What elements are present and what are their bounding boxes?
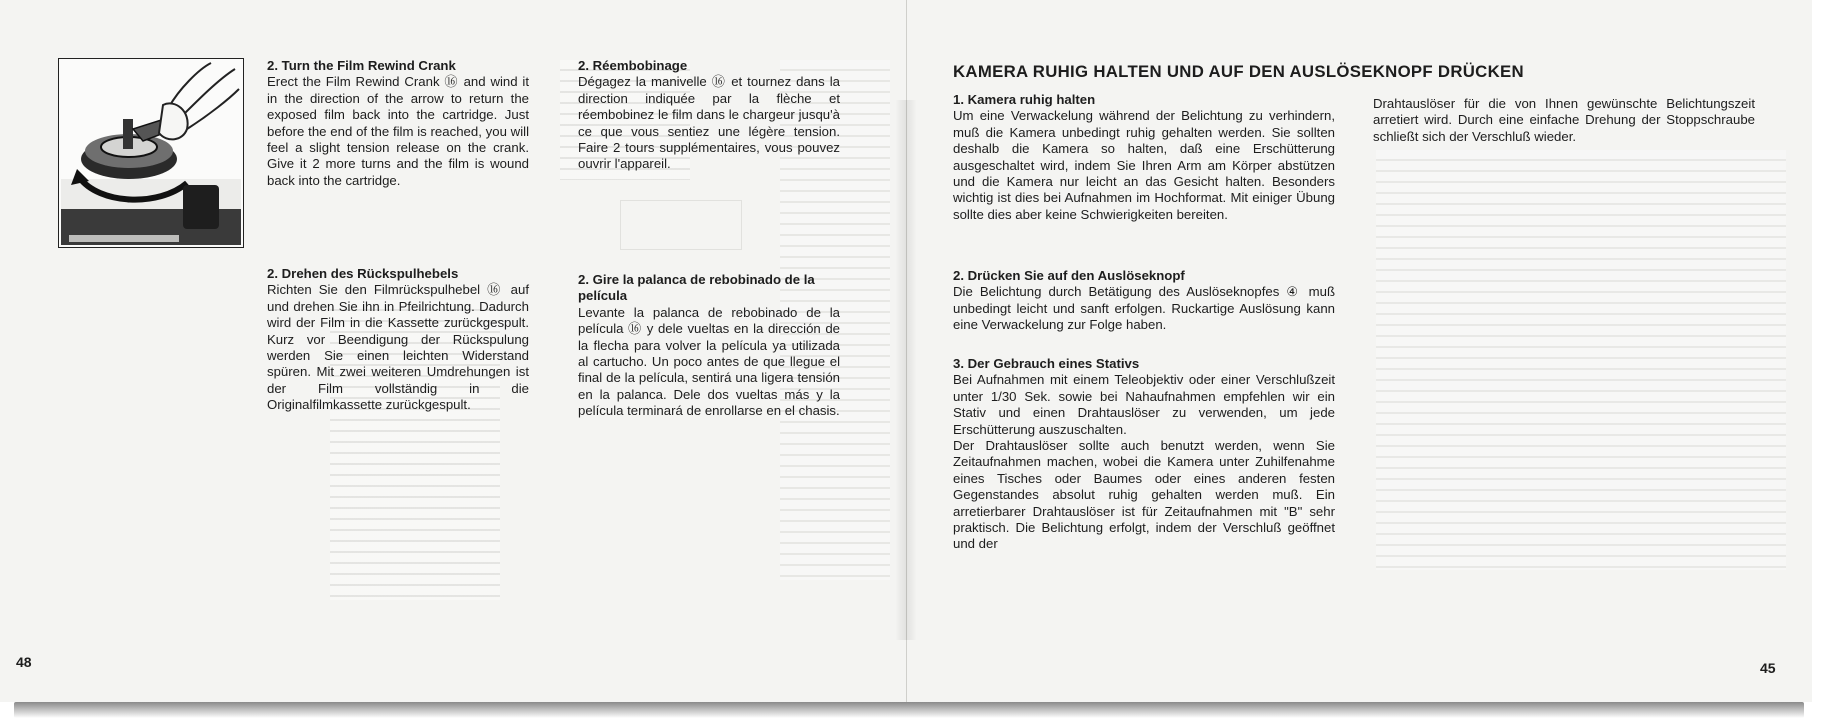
heading-fr: 2. Réembobinage (578, 58, 688, 73)
instruction-de (267, 266, 529, 414)
text-stativ-2: Der Drahtauslöser sollte auch benutzt werden, wenn Sie Zeitaufnahmen machen, wobei die Kamera unter Zuhilfenahme eines Tisches oder Baumes oder eines anderen festen Gegenstandes absolut ruhig gehalten werden muß. Ein arretierbarer Drahtauslöser ist für Zeitaufnahmen mit "B" sehr praktisch. Die Belichtung erfolgt, indem der Verschluß geöffnet und der (953, 438, 1335, 552)
text-fr: Dégagez la manivelle ⑯ et tournez dans la direction indiquée par la flèche et réembobinez le film dans le chargeur jusqu'à ce que vous sentiez une légère tension. Faire 2 tours supplémentaires, vous pouvez ouvrir l'appareil. (578, 74, 840, 172)
tripod-section (953, 356, 1335, 553)
page-number-right: 45 (1760, 660, 1776, 676)
rewind-crank-illustration (58, 58, 244, 248)
page-title: KAMERA RUHIG HALTEN UND AUF DEN AUSLÖSEKNOPF DRÜCKEN (953, 62, 1524, 81)
cable-release-continuation (1373, 96, 1755, 145)
instruction-es (578, 272, 840, 420)
shutter-release-section (953, 268, 1335, 334)
text-de: Richten Sie den Filmrückspulhebel ⑯ auf und drehen Sie ihn in Pfeilrichtung. Dadurch wird der Film in die Kassette zurückgespult. Kurz vor Beendigung der Rückspulung werden Sie einen leichten Widerstand spüren. Mit zwei weiteren Umdrehungen ist der Film vollständig in die Originalfilmkassette zurückgespult. (267, 282, 529, 413)
heading-kamera-ruhig: 1. Kamera ruhig halten (953, 92, 1096, 107)
heading-ausloeseknopf: 2. Drücken Sie auf den Auslöseknopf (953, 268, 1185, 283)
text-stativ-1: Bei Aufnahmen mit einem Teleobjektiv oder einer Verschlußzeit unter 1/30 Sek. sowie bei Nahaufnahmen empfehlen wir ein Stativ und einen Drahtauslöser zu verwenden, um jede Erschütterung auszuschalten. (953, 372, 1335, 437)
text-es: Levante la palanca de rebobinado de la película ⑯ y dele vueltas en la dirección de la flecha para volver la película ya utilizada al cartucho. Un poco antes de que llegue el final de la película, sentirá una ligera tensión en la palanca. Dele dos vueltas más y la película terminará de enrollarse en el chasis. (578, 304, 840, 419)
heading-stativ: 3. Der Gebrauch eines Stativs (953, 356, 1140, 371)
book-gutter (895, 100, 917, 640)
text-kamera-ruhig: Um eine Verwackelung während der Belichtung zu verhindern, muß die Kamera unbedingt ruhig gehalten werden. Sie sollten deshalb die Kamera so halten, daß eine Erschütterung ausgeschaltet wird, indem Sie Ihren Arm am Körper abstützen und die Kamera nur leicht an das Gesicht halten. Besonders wichtig ist dies bei Aufnahmen im Hochformat. Mit einiger Übung sollte dies aber keine Schwierigkeiten bereiten. (953, 108, 1335, 222)
bleed-through-texture (1376, 150, 1786, 570)
heading-es: 2. Gire la palanca de rebobinado de la película (578, 272, 815, 304)
heading-en: 2. Turn the Film Rewind Crank (267, 58, 456, 73)
page-number-left: 48 (16, 654, 32, 670)
text-en: Erect the Film Rewind Crank ⑯ and wind it in the direction of the arrow to return the exposed film back into the cartridge. Just before the end of the film is reached, you will feel a slight tension release on the crank. Give it 2 more turns and the film is wound back into the cartridge. (267, 74, 529, 188)
instruction-en (267, 58, 529, 189)
heading-de: 2. Drehen des Rückspulhebels (267, 266, 459, 281)
instruction-fr (578, 58, 840, 173)
steadiness-section (953, 92, 1335, 223)
book-shadow (14, 702, 1804, 718)
text-drahtausloeser: Drahtauslöser für die von Ihnen gewünschte Belichtungszeit arretiert wird. Durch eine einfache Drehung der Stoppschraube schließt sich der Verschluß wieder. (1373, 96, 1755, 144)
text-ausloeseknopf: Die Belichtung durch Betätigung des Auslöseknopfes ④ muß unbedingt leicht und sanft erfolgen. Ruckartige Auslösung kann eine Verwackelung zur Folge haben. (953, 284, 1335, 333)
hand-turning-crank-icon (59, 59, 243, 247)
bleed-through-box (620, 200, 742, 250)
